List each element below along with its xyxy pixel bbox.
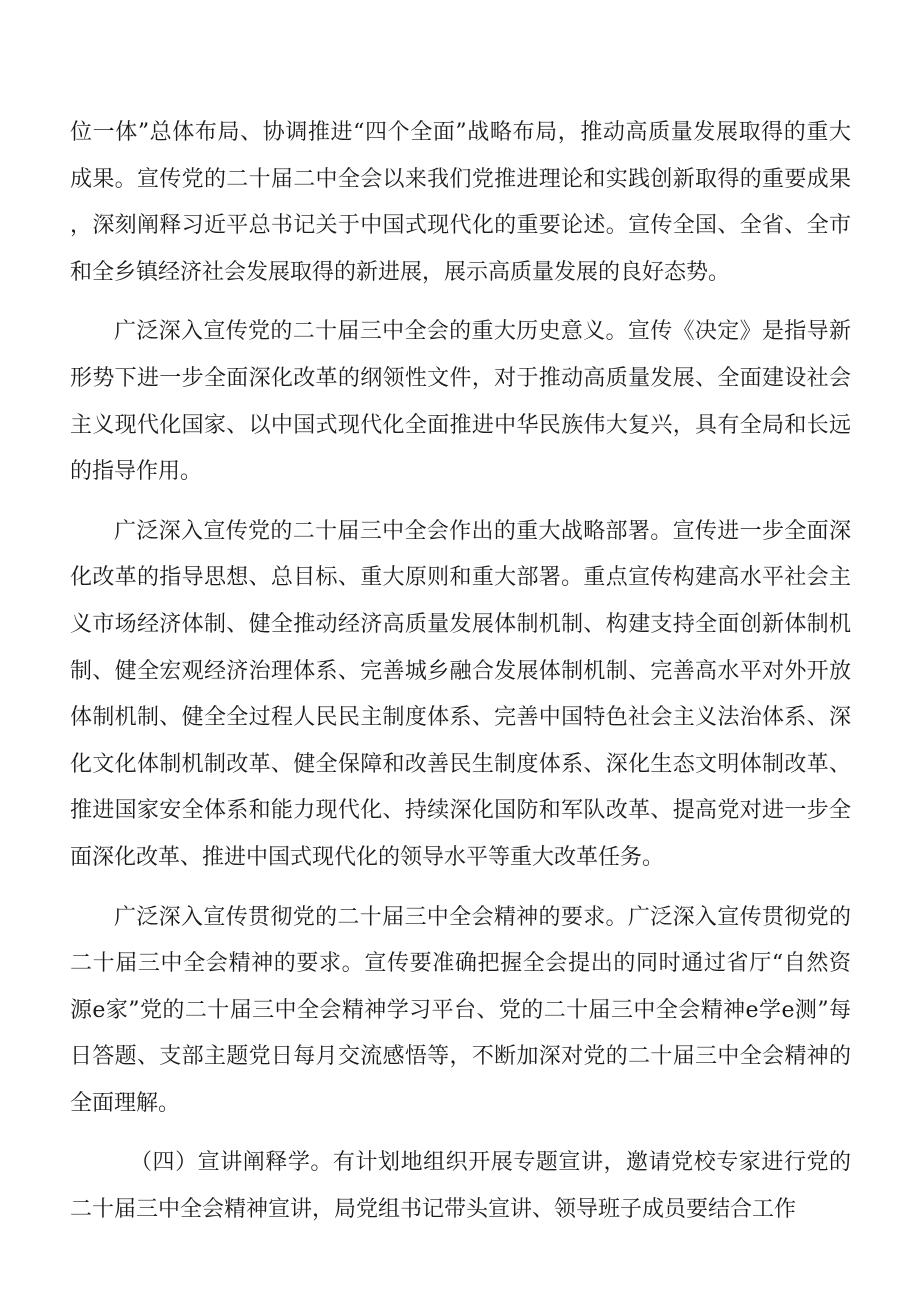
paragraph-1: 位一体”总体布局、协调推进“四个全面”战略布局，推动高质量发展取得的重大成果。宣传党的二十届二中全会以来我们党推进理论和实践创新取得的重要成果，深刻阐释习近平总书记关于中国式现代化的重要论述。宣传全国、全省、全市和全乡镇经济社会发展取得的新进展，展示高质量发展的良好态势。 bbox=[70, 120, 851, 285]
paragraph-4: 广泛深入宣传贯彻党的二十届三中全会精神的要求。广泛深入宣传贯彻党的二十届三中全会精神的要求。宣传要准确把握全会提出的同时通过省厅“自然资源e家”党的二十届三中全会精神学习平台、党的二十届三中全会精神e学e测”每日答题、支部主题党日每月交流感悟等，不断加深对党的二十届三中全会精神的全面理解。 bbox=[70, 904, 851, 1116]
paragraph-5-section-four: （四）宣讲阐释学。有计划地组织开展专题宣讲，邀请党校专家进行党的二十届三中全会精神宣讲，局党组书记带头宣讲、领导班子成员要结合工作 bbox=[70, 1150, 851, 1223]
document-body bbox=[70, 110, 851, 1247]
paragraph-2: 广泛深入宣传党的二十届三中全会的重大历史意义。宣传《决定》是指导新形势下进一步全面深化改革的纲领性文件，对于推动高质量发展、全面建设社会主义现代化国家、以中国式现代化全面推进中华民族伟大复兴，具有全局和长远的指导作用。 bbox=[70, 319, 851, 485]
paragraph-3: 广泛深入宣传党的二十届三中全会作出的重大战略部署。宣传进一步全面深化改革的指导思想、总目标、重大原则和重大部署。重点宣传构建高水平社会主义市场经济体制、健全推动经济高质量发展体制机制、构建支持全面创新体制机制、健全宏观经济治理体系、完善城乡融合发展体制机制、完善高水平对外开放体制机制、健全全过程人民民主制度体系、完善中国特色社会主义法治体系、深化文化体制机制改革、健全保障和改善民生制度体系、深化生态文明体制改革、推进国家安全体系和能力现代化、持续深化国防和军队改革、提高党对进一步全面深化改革、推进中国式现代化的领导水平等重大改革任务。 bbox=[70, 518, 851, 870]
